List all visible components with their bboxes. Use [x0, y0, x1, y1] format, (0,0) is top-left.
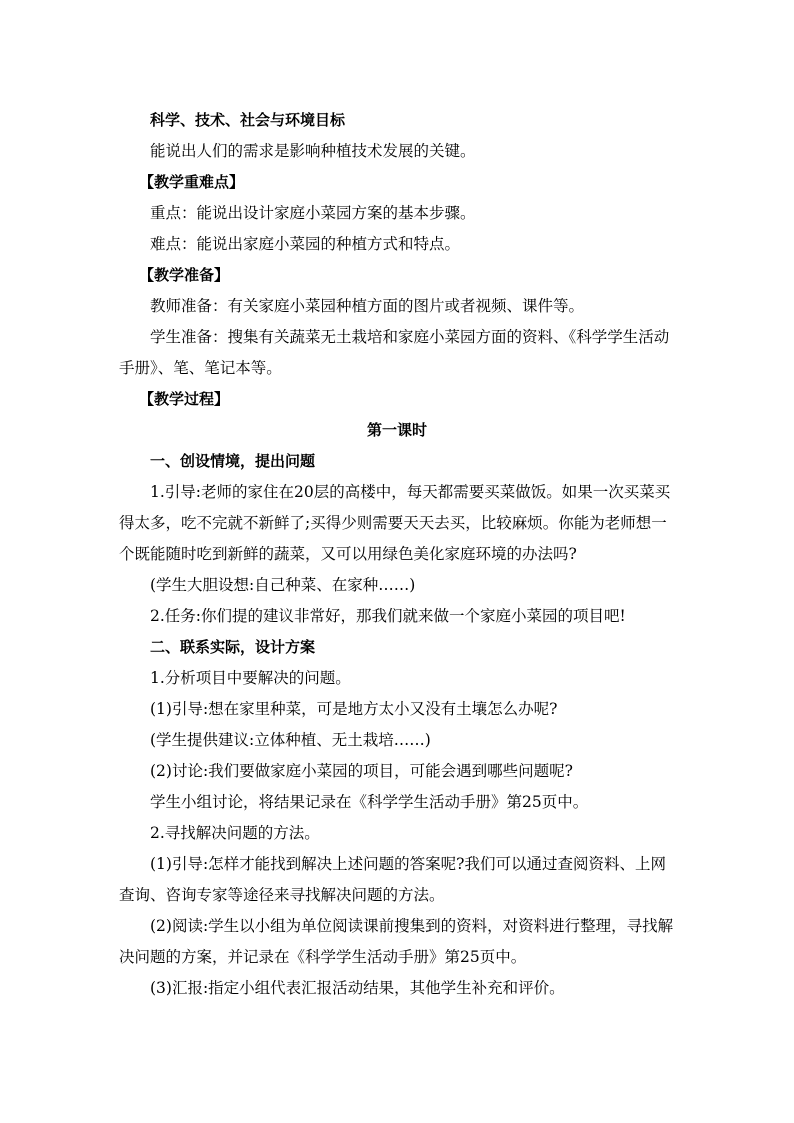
section2-heading: 二、联系实际，设计方案 — [150, 638, 316, 656]
process-heading: 【教学过程】 — [139, 390, 230, 408]
s2-item1-2: (2)讨论:我们要做家庭小菜园的项目，可能会遇到哪些问题呢? — [150, 762, 573, 780]
prep-heading: 【教学准备】 — [139, 266, 230, 284]
s2-item1: 1.分析项目中要解决的问题。 — [150, 669, 351, 687]
section1-heading: 一、创设情境，提出问题 — [150, 452, 316, 470]
s2-item2: 2.寻找解决问题的方法。 — [150, 824, 320, 842]
s2-item2-2: (2)阅读:学生以小组为单位阅读课前搜集到的资料，对资料进行整理，寻找解决问题的方案，并记录在《科学学生活动手册》第25页中。 — [119, 917, 674, 966]
s2-item1-note: (学生提供建议:立体种植、无土栽培……) — [150, 731, 431, 749]
s1-item2: 2.任务:你们提的建议非常好，那我们就来做一个家庭小菜园的项目吧! — [150, 607, 626, 625]
teacher-prep: 教师准备：有关家庭小菜园种植方面的图片或者视频、课件等。 — [150, 297, 585, 315]
student-prep: 学生准备：搜集有关蔬菜无土栽培和家庭小菜园方面的资料、《科学学生活动手册》、笔、笔记本等。 — [119, 328, 670, 377]
s1-note: (学生大胆设想:自己种菜、在家种……) — [150, 576, 416, 594]
s2-item2-3: (3)汇报:指定小组代表汇报活动结果，其他学生补充和评价。 — [150, 979, 565, 997]
goal-text: 能说出人们的需求是影响种植技术发展的关键。 — [150, 142, 476, 160]
key-point: 重点：能说出设计家庭小菜园方案的基本步骤。 — [150, 204, 476, 222]
s2-item1-2b: 学生小组讨论，将结果记录在《科学学生活动手册》第25页中。 — [150, 793, 589, 811]
goal-heading: 科学、技术、社会与环境目标 — [150, 111, 346, 129]
s2-item2-1: (1)引导:怎样才能找到解决上述问题的答案呢?我们可以通过查阅资料、上网查询、咨询专家等途径来寻找解决问题的方法。 — [119, 855, 666, 904]
key-heading: 【教学重难点】 — [139, 173, 245, 191]
s2-item1-1: (1)引导:想在家里种菜，可是地方太小又没有土壤怎么办呢? — [150, 700, 558, 718]
lesson-title: 第一课时 — [366, 421, 427, 439]
s1-item1: 1.引导:老师的家住在20层的高楼中，每天都需要买菜做饭。如果一次买菜买得太多，吃不完就不新鲜了;买得少则需要天天去买，比较麻烦。你能为老师想一个既能随时吃到新鲜的蔬菜，又可以用绿色美化家庭环境的办法吗? — [119, 483, 671, 563]
difficult-point: 难点：能说出家庭小菜园的种植方式和特点。 — [150, 235, 461, 253]
